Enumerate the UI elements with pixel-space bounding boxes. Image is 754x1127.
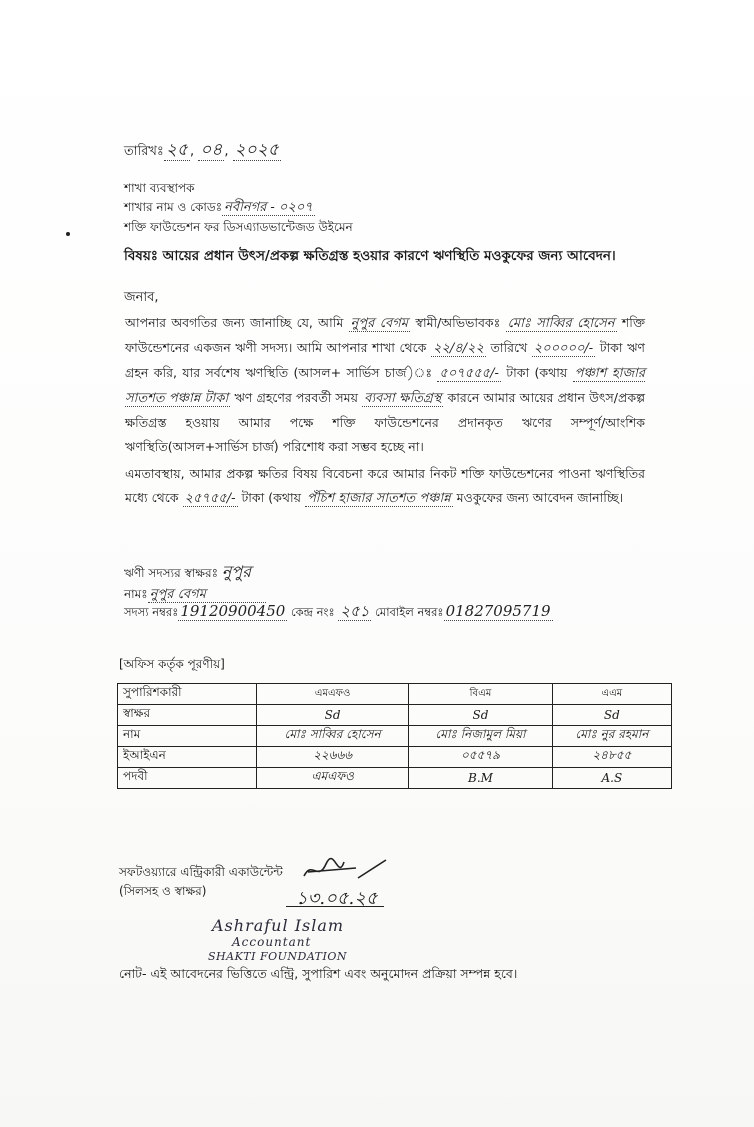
- row-label-designation: পদবী: [118, 768, 257, 789]
- paragraph-1: [125, 311, 645, 459]
- p1-balance: ৫০৭৫৫৫/-: [439, 366, 499, 381]
- date-line: তারিখঃ ২৫ , ০৪ , ২০২৫: [124, 140, 279, 160]
- date-year: ২০২৫: [234, 140, 279, 160]
- recipient-line2: [124, 199, 315, 216]
- table-row: [118, 768, 672, 789]
- date-month: ০৪: [200, 140, 223, 160]
- row-label-signature: স্বাক্ষর: [118, 705, 257, 726]
- table-row: [118, 705, 672, 726]
- center-no-label: কেন্দ্র নং: [290, 605, 335, 619]
- seal-org: SHAKTI FOUNDATION: [208, 950, 348, 963]
- applicant-name: নুপুর বেগম: [148, 587, 266, 603]
- bm-designation: B.M: [409, 768, 553, 789]
- p1-text-5: টাকা ঋণ গ্রহন করি, যার সর্বশেষ ঋণস্থিতি (আসল+ সার্ভিস চার্জ)ঃ: [125, 340, 645, 380]
- applicant-ids-line: সদস্য নম্বরঃ 19120900450 কেন্দ্র নংঃ ২৫১ মোবাইল নম্বরঃ 01827095719: [124, 602, 551, 620]
- recipient-line3: শক্তি ফাউন্ডেশন ফর ডিসএ্যাডভান্টেজড উইমেন: [124, 220, 353, 234]
- paragraph-2: [125, 462, 645, 511]
- p2-text-3: মওকুফের জন্য আবেদন জানাচ্ছি।: [456, 490, 624, 505]
- table-row: [118, 747, 672, 768]
- p1-text-3: শক্তি ফাউন্ডেশনের একজন ঋণী সদস্য। আমি আপনার শাখা থেকে: [125, 315, 645, 355]
- row-label-name: নাম: [118, 726, 257, 747]
- mobile-no-label: মোবাইল নম্বরঃ: [375, 605, 444, 619]
- am-designation: A.S: [552, 768, 671, 789]
- member-no-label: সদস্য নম্বরঃ: [124, 605, 179, 619]
- bm-ein: ০৫৫৭৯: [409, 747, 553, 768]
- salutation: জনাব,: [124, 290, 159, 305]
- recommendation-table: [117, 683, 672, 789]
- col-header-bm: বিএম: [409, 684, 553, 705]
- seal-title: Accountant: [232, 935, 312, 949]
- office-note: [অফিস কর্তৃক পূরণীয়]: [119, 657, 225, 671]
- am-ein: ২৪৮৫৫: [552, 747, 671, 768]
- applicant-name-line: [124, 586, 266, 603]
- accountant-signature-scribble: [298, 856, 398, 884]
- p1-text-7: ঋণ গ্রহণের পরবর্তী সময়: [234, 390, 358, 405]
- p1-text-8: কারনে আমার আয়ের প্রধান উৎস/প্রকল্প ক্ষতিগ্রস্ত হওয়ায় আমার পক্ষে শক্তি ফাউন্ডেশনের প্রদানকৃত ঋণের সম্পূর্ণ/আংশিক ঋণস্থিতি(আসল+সার্ভিস চার্জ) পরিশোধ করা সম্ভব হচ্ছে না।: [125, 390, 646, 454]
- p1-text-4: তারিখে: [490, 340, 528, 355]
- table-row: [118, 684, 672, 705]
- p1-balance-words: পঞ্চাশ হাজার সাতশত পঞ্চান্ন টাকা: [125, 366, 645, 406]
- footer-note: নোট- এই আবেদনের ভিত্তিতে এন্ট্রি, সুপারিশ এবং অনুমোদন প্রক্রিয়া সম্পন্ন হবে।: [119, 966, 518, 981]
- signature-underline: [286, 906, 384, 907]
- mobile-no: 01827095719: [445, 602, 551, 620]
- center-no: ২৫১: [340, 602, 370, 620]
- branch-label: শাখার নাম ও কোডঃ: [124, 200, 223, 214]
- p2-text-1: এমতাবস্থায়, আমার প্রকল্প ক্ষতির বিষয় বিবেচনা করে আমার নিকট শক্তি ফাউন্ডেশনের পাওনা ঋণস্থিতির মধ্যে থেকে: [125, 466, 645, 505]
- p1-loan-date: ২২/৪/২২: [432, 341, 484, 356]
- entry-accountant-label: সফটওয়্যারে এন্ট্রিকারী একাউন্টেন্ট: [119, 865, 283, 879]
- date-day: ২৫: [165, 140, 188, 160]
- p2-amount-words: পঁচিশ হাজার সাতশত পঞ্চান্ন: [306, 491, 451, 506]
- col-header-am: এএম: [552, 684, 671, 705]
- p1-text-2: স্বামী/অভিভাবকঃ: [415, 315, 501, 330]
- row-label-ein: ইআইএন: [118, 747, 257, 768]
- bm-name: মোঃ নিজামুল মিয়া: [409, 726, 553, 747]
- recipient-line1: শাখা ব্যবস্থাপক: [124, 181, 195, 195]
- applicant-name-label: নামঃ: [124, 587, 148, 601]
- mfo-designation: এমএফও: [257, 768, 409, 789]
- mfo-ein: ২২৬৬৬: [257, 747, 409, 768]
- entry-seal-label: (সিলসহ ও স্বাক্ষর): [119, 884, 207, 898]
- p1-text-6: টাকা (কথায়: [506, 365, 568, 380]
- member-no: 19120900450: [180, 602, 286, 620]
- mfo-name: মোঃ সাব্বির হোসেন: [257, 726, 409, 747]
- am-signature: Sd: [552, 705, 671, 726]
- bm-signature: Sd: [409, 705, 553, 726]
- col-header-mfo: এমএফও: [257, 684, 409, 705]
- p2-amount: ২৫৭৫৫/-: [184, 491, 236, 506]
- seal-name: Ashraful Islam: [212, 916, 345, 935]
- applicant-signature: নুপুর: [221, 562, 252, 581]
- row-label-recommender: সুপারিশকারী: [118, 684, 257, 705]
- mfo-signature: Sd: [257, 705, 409, 726]
- p1-applicant-name: নুপুর বেগম: [350, 316, 409, 331]
- subject: বিষয়ঃ আয়ের প্রধান উৎস/প্রকল্প ক্ষতিগ্রস্ত হওয়ার কারণে ঋণস্থিতি মওকুফের জন্য আবেদন।: [124, 248, 616, 264]
- p1-text-1: আপনার অবগতির জন্য জানাচ্ছি যে, আমি: [125, 315, 344, 330]
- branch-value: নবীনগর - ০২০৭: [224, 200, 313, 215]
- p1-guardian-name: মোঃ সাব্বির হোসেন: [507, 316, 615, 331]
- am-name: মোঃ নুর রহমান: [552, 726, 671, 747]
- p1-reason: ব্যবসা ক্ষতিগ্রস্থ: [364, 391, 442, 406]
- p2-text-2: টাকা (কথায়: [241, 490, 301, 505]
- table-row: [118, 726, 672, 747]
- p1-loan-amount: ২০০০০০/-: [533, 341, 594, 356]
- accountant-signature-date: ১৩.০৫.২৫: [296, 888, 378, 909]
- applicant-signature-line: [124, 564, 251, 581]
- applicant-signature-label: ঋণী সদস্যর স্বাক্ষরঃ: [124, 566, 218, 580]
- ink-dot: [66, 232, 70, 236]
- date-label: তারিখঃ: [124, 144, 164, 159]
